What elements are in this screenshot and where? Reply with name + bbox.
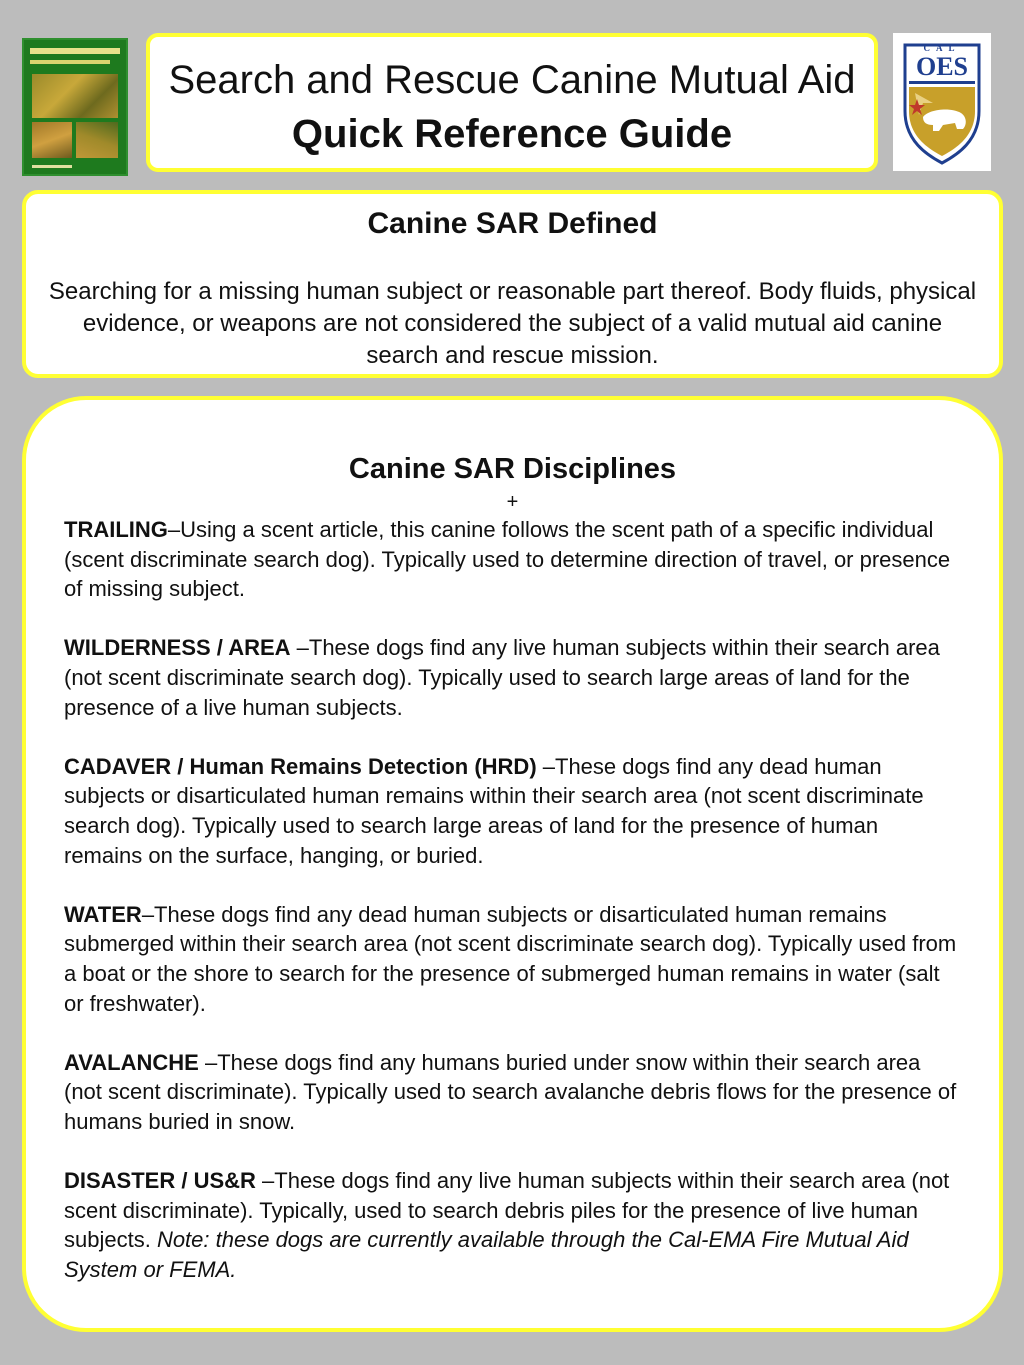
discipline-disaster-usr — [64, 1166, 959, 1284]
discipline-name: TRAILING — [64, 517, 168, 542]
discipline-trailing — [64, 515, 959, 604]
page-subtitle: Quick Reference Guide — [291, 112, 733, 156]
logo-cal-text: CAL — [923, 43, 961, 53]
discipline-description: –These dogs find any live human subjects within their search area (not scent discriminate). Typically, used to search debris piles for the presence of live human subjects. — [64, 1168, 950, 1253]
discipline-name: WILDERNESS / AREA — [64, 635, 291, 661]
page-title: Search and Rescue Canine Mutual Aid — [168, 58, 856, 102]
discipline-description: –These dogs find any dead human subjects or disarticulated human remains submerged within their search area (not scent discriminate search dog). Typically used from a boat or the shore to search for the presence of submerged human remains in water (salt or freshwater). — [64, 901, 957, 1016]
discipline-water — [64, 900, 959, 1018]
disciplines-panel — [22, 396, 1003, 1332]
title-box — [146, 33, 878, 172]
definition-text: Searching for a missing human subject or reasonable part thereof. Body fluids, physical evidence, or weapons are not considered the subject of a valid mutual aid canine search and rescue mission. — [48, 278, 977, 369]
discipline-name: AVALANCHE — [64, 1049, 199, 1075]
definition-panel — [22, 190, 1003, 378]
discipline-description: –These dogs find any humans buried under snow within their search area (not scent discriminate). Typically used to search avalanche debris flows for the presence of humans buried in snow. — [64, 1049, 957, 1134]
logo-oes-text: OES — [915, 52, 969, 81]
cal-oes-shield-icon — [893, 33, 991, 171]
disciplines-heading: Canine SAR Disciplines — [348, 453, 677, 485]
definition-heading: Canine SAR Defined — [367, 207, 658, 240]
discipline-description: –These dogs find any dead human subjects or disarticulated human remains within their search area (not scent discriminate search dog). Typically used to search large areas of land for the presence of human remains on the surface, hanging, or buried. — [64, 753, 924, 868]
availability-note: Note: these dogs are currently available through the Cal-EMA Fire Mutual Aid System or FEMA. — [64, 1227, 909, 1282]
discipline-name: DISASTER / US&R — [64, 1168, 256, 1194]
guide-cover-image — [22, 38, 128, 176]
discipline-name: CADAVER / Human Remains Detection (HRD) — [64, 753, 537, 779]
discipline-description: –Using a scent article, this canine follows the scent path of a specific individual (scent discriminate search dog). Typically used to determine direction of travel, or presence of missing subject. — [64, 517, 951, 602]
discipline-name: WATER — [64, 901, 142, 927]
cal-oes-logo — [893, 33, 991, 171]
discipline-avalanche — [64, 1048, 959, 1137]
discipline-wilderness-area — [64, 633, 959, 722]
discipline-cadaver-hrd — [64, 752, 959, 870]
plus-symbol: + — [506, 491, 519, 513]
discipline-description: –These dogs find any live human subjects within their search area (not scent discriminate search dog). Typically used to search large areas of land for the presence of a live human subjects. — [64, 635, 940, 720]
disciplines-list — [64, 515, 959, 1314]
